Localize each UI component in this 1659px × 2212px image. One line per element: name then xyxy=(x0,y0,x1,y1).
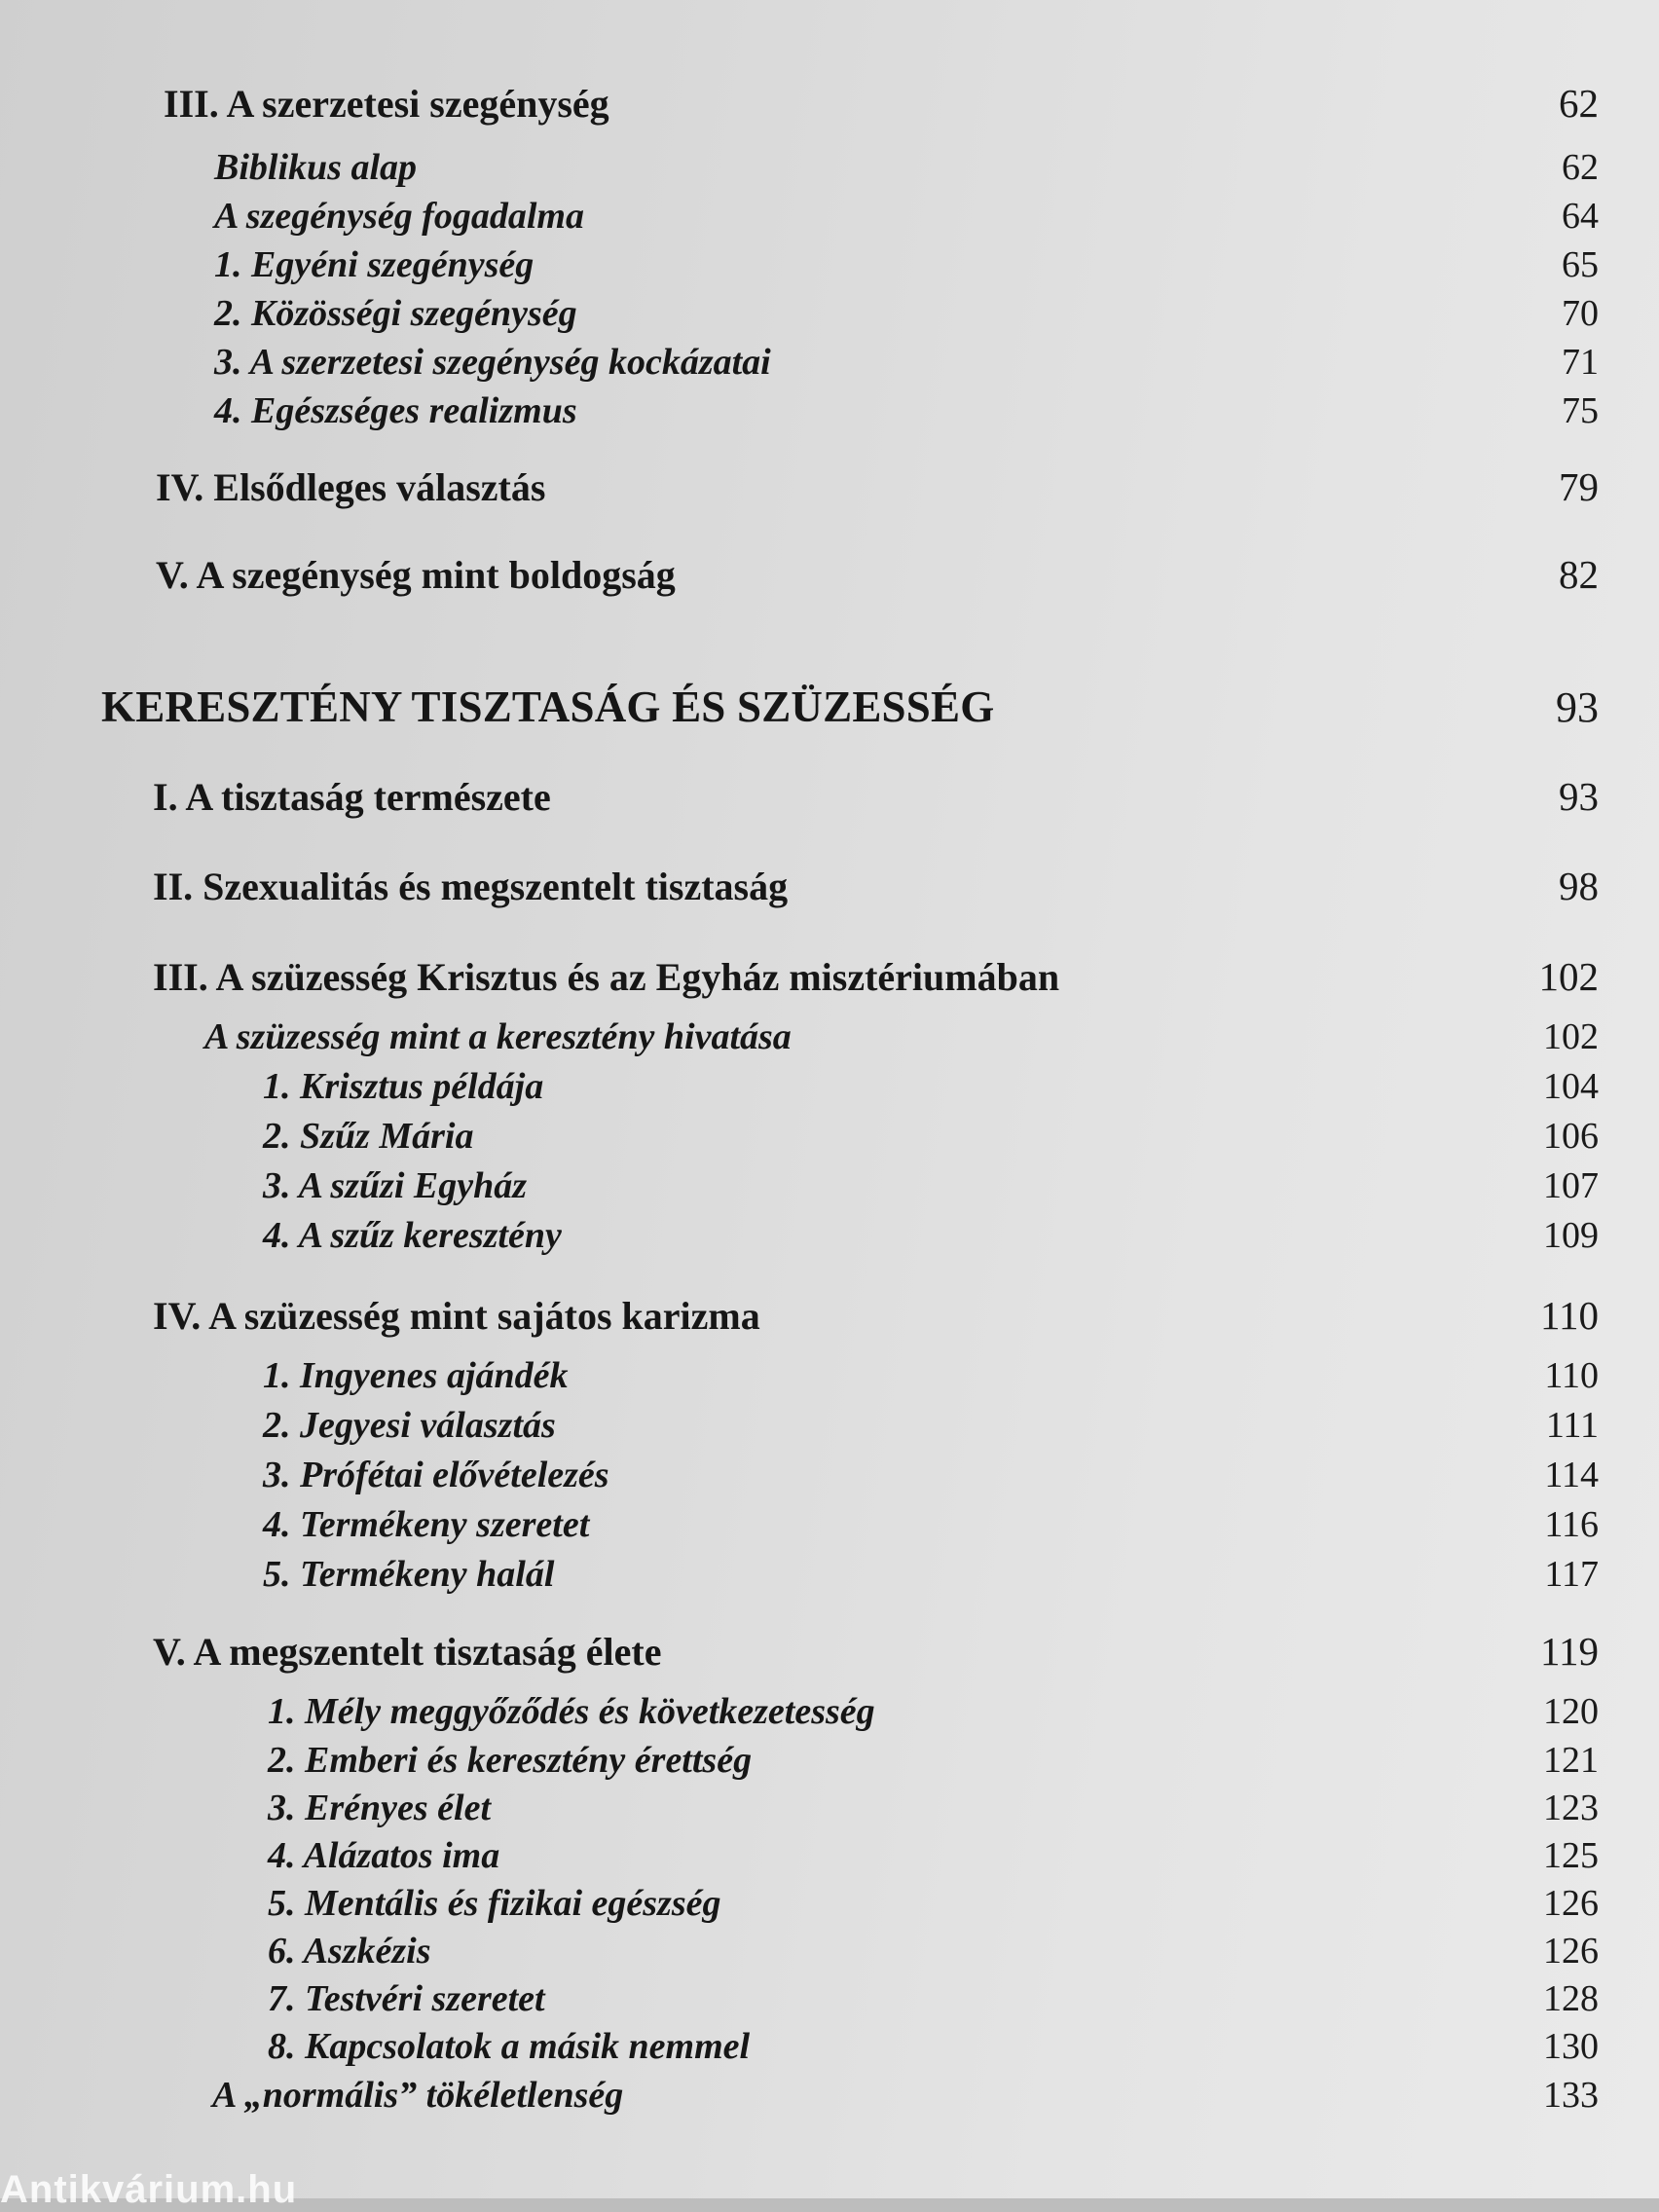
toc-entry-page: 106 xyxy=(1543,1116,1599,1157)
toc-entry xyxy=(0,1624,1659,1682)
toc-entry-title: KERESZTÉNY TISZTASÁG ÉS SZÜZESSÉG xyxy=(101,682,995,731)
toc-entry-page: 117 xyxy=(1544,1554,1599,1595)
toc-entry-page: 79 xyxy=(1559,464,1599,509)
toc-entry-page: 65 xyxy=(1562,244,1599,285)
toc-entry-title: A szegénység fogadalma xyxy=(214,196,584,237)
toc-entry-page: 116 xyxy=(1544,1504,1599,1545)
toc-entry-title: 5. Mentális és fizikai egészség xyxy=(268,1883,721,1924)
toc-entry-title: Biblikus alap xyxy=(214,147,417,188)
toc-entry-page: 64 xyxy=(1562,196,1599,237)
toc-entry-page: 111 xyxy=(1545,1405,1599,1446)
toc-entry-page: 70 xyxy=(1562,293,1599,334)
toc-entry-page: 82 xyxy=(1559,552,1599,597)
toc-entry-page: 120 xyxy=(1543,1691,1599,1732)
toc-entry-title: 3. Prófétai elővételezés xyxy=(263,1455,609,1495)
toc-entry-title: I. A tisztaság természete xyxy=(153,775,551,819)
toc-entry-title: II. Szexualitás és megszentelt tisztaság xyxy=(153,865,789,908)
toc-entry-title: 3. A szerzetesi szegénység kockázatai xyxy=(214,342,771,383)
toc-entry-page: 110 xyxy=(1540,1293,1599,1338)
toc-entry-title: IV. Elsődleges választás xyxy=(156,465,546,509)
toc-entry-page: 126 xyxy=(1543,1931,1599,1972)
toc-entry-page: 123 xyxy=(1543,1788,1599,1828)
toc-entry-page: 109 xyxy=(1543,1215,1599,1256)
toc-entry xyxy=(0,76,1659,134)
toc-entry xyxy=(0,1545,1659,1604)
toc-entry-page: 121 xyxy=(1543,1740,1599,1781)
toc-entry-title: 1. Mély meggyőződés és következetesség xyxy=(268,1691,875,1732)
toc-entry-title: III. A szerzetesi szegénység xyxy=(164,82,609,126)
toc-entry xyxy=(0,460,1659,518)
toc-entry-title: III. A szüzesség Krisztus és az Egyház misztériumában xyxy=(153,955,1060,999)
toc-entry xyxy=(0,769,1659,828)
toc-entry-page: 102 xyxy=(1538,954,1599,999)
toc-entry-title: 1. Krisztus példája xyxy=(263,1066,544,1107)
toc-entry-title: 4. Termékeny szeretet xyxy=(263,1504,590,1545)
toc-entry-page: 75 xyxy=(1562,390,1599,431)
watermark: Antikvárium.hu xyxy=(0,2168,298,2211)
toc-entry xyxy=(0,859,1659,917)
toc-entry-page: 93 xyxy=(1556,683,1599,731)
toc-entry xyxy=(0,2066,1659,2124)
toc-entry-title: 4. Egészséges realizmus xyxy=(214,390,577,431)
toc-entry xyxy=(0,547,1659,606)
toc-entry-title: 1. Ingyenes ajándék xyxy=(263,1355,569,1396)
toc-entry-title: A szüzesség mint a keresztény hivatása xyxy=(204,1016,792,1057)
toc-entry xyxy=(0,382,1659,440)
toc-entry-title: 3. Erényes élet xyxy=(268,1788,492,1828)
toc-entry-title: 2. Jegyesi választás xyxy=(263,1405,556,1446)
toc-entry-page: 130 xyxy=(1543,2026,1599,2067)
toc-entry-page: 98 xyxy=(1559,864,1599,908)
toc-entry-page: 114 xyxy=(1544,1455,1599,1495)
toc-entry-page: 125 xyxy=(1543,1835,1599,1876)
toc-entry-title: V. A szegénység mint boldogság xyxy=(156,553,676,597)
toc-entry xyxy=(0,1288,1659,1346)
toc-entry-title: 6. Aszkézis xyxy=(268,1931,431,1972)
toc-entry-page: 110 xyxy=(1544,1355,1599,1396)
toc-entry-page: 104 xyxy=(1543,1066,1599,1107)
toc-entry-page: 133 xyxy=(1543,2075,1599,2116)
toc-entry-title: 2. Közösségi szegénység xyxy=(214,293,577,334)
toc-section-heading xyxy=(0,682,1659,740)
toc-entry-page: 71 xyxy=(1562,342,1599,383)
toc-entry-page: 119 xyxy=(1540,1629,1599,1674)
toc-entry-title: 4. Alázatos ima xyxy=(268,1835,500,1876)
toc-entry-title: 4. A szűz keresztény xyxy=(263,1215,562,1256)
toc-entry-title: 2. Szűz Mária xyxy=(263,1116,474,1157)
toc-entry-title: 8. Kapcsolatok a másik nemmel xyxy=(268,2026,751,2067)
toc-entry-title: IV. A szüzesség mint sajátos karizma xyxy=(153,1294,760,1338)
toc-entry-page: 126 xyxy=(1543,1883,1599,1924)
toc-entry-title: 7. Testvéri szeretet xyxy=(268,1978,545,2019)
toc-entry-page: 62 xyxy=(1562,147,1599,188)
toc-entry-title: A „normális” tökéletlenség xyxy=(212,2075,624,2116)
toc-entry xyxy=(0,949,1659,1008)
toc-entry-title: 2. Emberi és keresztény érettség xyxy=(268,1740,753,1781)
toc-entry-title: 3. A szűzi Egyház xyxy=(263,1165,528,1206)
toc-entry-title: 5. Termékeny halál xyxy=(263,1554,555,1595)
toc-entry-title: 1. Egyéni szegénység xyxy=(214,244,535,285)
toc-entry-page: 102 xyxy=(1543,1016,1599,1057)
toc-entry-title: V. A megszentelt tisztaság élete xyxy=(153,1630,662,1674)
toc-entry-page: 107 xyxy=(1543,1165,1599,1206)
toc-entry-page: 93 xyxy=(1559,774,1599,819)
toc-entry xyxy=(0,1206,1659,1265)
toc-entry-page: 128 xyxy=(1543,1978,1599,2019)
toc-entry-page: 62 xyxy=(1559,81,1599,126)
